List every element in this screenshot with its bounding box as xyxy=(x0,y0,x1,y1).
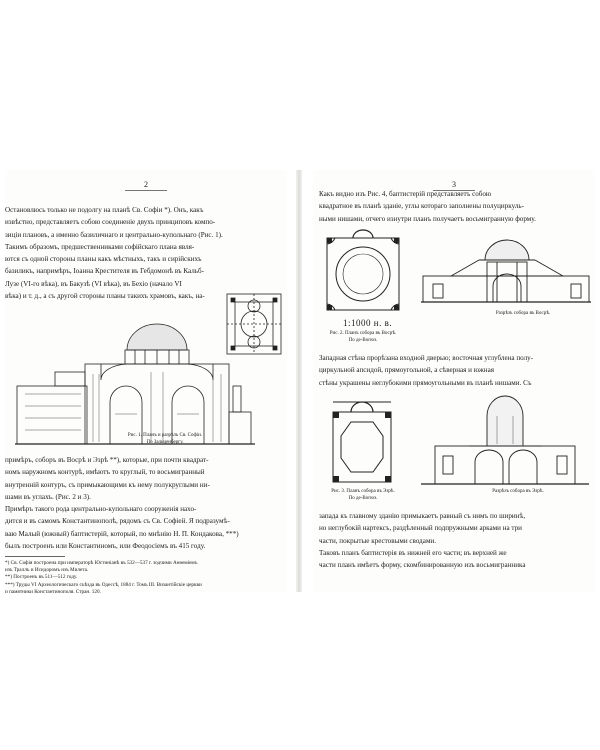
text-line: части, покрытые крестовыми сводами. xyxy=(319,536,437,545)
ezra-plan-drawing xyxy=(329,396,395,486)
text-line: ются съ одной стороны планы какъ мѣстныхъ, такъ и сирійскихъ xyxy=(5,255,202,264)
page-number-right: 3 xyxy=(452,180,456,189)
hagia-sophia-plan-drawing xyxy=(223,290,285,358)
caption-line: По де-Вогюэ. xyxy=(348,496,378,501)
left-page xyxy=(5,170,287,595)
caption-line: Рис. 1. Планъ и разрѣзъ Св. Софіи. xyxy=(127,433,203,438)
text-line: циркульной апсидой, прямоугольной, а сѣверная и южная xyxy=(319,366,494,375)
text-line: номъ наружномъ контурѣ, имѣютъ то круглый, то восьмигранный xyxy=(5,468,205,477)
footnote-line: и памятники Константинополя. Стран. 120. xyxy=(5,588,101,595)
scale-label: 1:1000 н. в. xyxy=(343,318,393,328)
text-line: вѣка) и т. д., а съ другой стороны планы такихъ храмовъ, какъ, на- xyxy=(5,292,205,301)
figure-1-caption xyxy=(115,432,215,446)
text-line: стѣны украшены неглубокими прямоугольными въ планѣ нишами. Съ xyxy=(319,378,532,387)
text-line: шами въ углахъ. (Рис. 2 и 3). xyxy=(5,492,91,501)
page-number-rule xyxy=(125,190,167,191)
text-line: внутренній контуръ, съ примыкающими къ нему полукруглыми ни- xyxy=(5,480,210,489)
text-line: Таковъ планъ баптистерія въ нижней его части; въ верхней же xyxy=(319,548,507,557)
figure-2-section-caption: Разрѣзъ собора въ Восрѣ. xyxy=(495,311,551,316)
right-text-top xyxy=(319,188,595,225)
text-line: дится и въ самомъ Константинополѣ, рядомъ съ Св. Софіей. Я подразумѣ- xyxy=(5,517,230,526)
text-line: зиціи плановъ, а именно базиличнаго и центрально-купольнаго (Рис. 1). xyxy=(5,230,223,239)
caption-line: По Зальценбергу. xyxy=(146,440,184,445)
text-line: былъ построенъ или Константиномъ, или Феодосіемъ въ 415 году. xyxy=(5,542,206,551)
left-text-top xyxy=(5,204,287,302)
text-line: части планъ имѣетъ форму, скомбинированную изъ восьмигранника xyxy=(319,561,526,570)
text-line: Западная стѣна прорѣзана входной дверью; восточная углублена полу- xyxy=(319,354,534,362)
text-line: Примѣръ такого рода центрально-купольнаго сооруженія нахо- xyxy=(5,505,197,514)
text-line: но неглубокій нартексъ, раздѣленный подпружными арками на три xyxy=(319,524,522,533)
right-text-middle xyxy=(319,352,595,389)
figure-3-section-caption: Разрѣзъ собора въ Эзрѣ. xyxy=(492,489,544,494)
footnote-line: *) Св. Софія построена при императорѣ Юстиніанѣ въ 532—537 г. зодчими Анѳеміемъ xyxy=(5,560,198,566)
text-line: ными нишами, отчего изнутри планъ получаетъ восьмигранную форму. xyxy=(319,214,536,223)
caption-line: По де-Вогюэ. xyxy=(348,338,378,343)
ezra-section-drawing xyxy=(421,396,589,488)
text-line: квадратное въ планѣ зданіе, углы котораго заполнены полуциркуль- xyxy=(319,202,524,211)
footnote-line: ***) Труды VI Археологическаго съѣзда въ Одессѣ, 1884 г. Томъ III. Византійскіе церкви xyxy=(5,581,202,588)
bosra-section-drawing xyxy=(421,232,591,306)
footnotes xyxy=(5,560,287,596)
figure-2-plan-caption xyxy=(313,330,413,344)
caption-line: Рис. 3. Планъ собора въ Эзрѣ. xyxy=(331,489,395,494)
hagia-sophia-section-drawing xyxy=(15,302,225,452)
page-number-left: 2 xyxy=(144,180,148,189)
left-text-bottom xyxy=(5,454,287,552)
text-line: запада къ главному зданію примыкаетъ равный съ нимъ по ширинѣ, xyxy=(319,512,526,520)
text-line: Какъ видно изъ Рис. 4, баптистерій представляетъ собою xyxy=(319,190,492,198)
figure-3-plan-caption xyxy=(313,488,413,502)
text-line: базиликъ, напримѣръ, Іоанна Крестителя въ Гебдомонѣ въ Кальб- xyxy=(5,267,204,276)
book-gutter xyxy=(296,170,302,592)
text-line: Такимъ образомъ, предшественниками софійскаго плана явля- xyxy=(5,242,195,251)
footnote-line: **) Построенъ въ 511—512 году. xyxy=(5,574,78,581)
caption-line: Рис. 2. Планъ собора въ Восрѣ. xyxy=(329,331,397,336)
footnote-rule xyxy=(5,556,65,557)
text-line: Лузе (VI-го вѣка), въ Бакузѣ (VI вѣка), въ Бехіо (начало VI xyxy=(5,279,182,288)
right-page xyxy=(313,170,595,592)
footnote-line: изъ Траллъ и Исидоромъ изъ Милета. xyxy=(5,567,89,574)
text-line: ваю Малый (южный) баптистерій, который, по мнѣнію Н. П. Кондакова, ***) xyxy=(5,529,239,538)
bosra-plan-drawing xyxy=(323,232,403,314)
text-line: извѣстно, представляетъ собою соединеніе двухъ принциповъ компо- xyxy=(5,218,216,227)
text-line: Остановлюсь только не подолгу на планѣ Св. Софіи *). Онъ, какъ xyxy=(5,206,204,214)
text-line: примѣръ, соборъ въ Восрѣ и Эзрѣ **), которые, при почти квадрат- xyxy=(5,456,209,464)
right-text-bottom xyxy=(319,510,595,571)
